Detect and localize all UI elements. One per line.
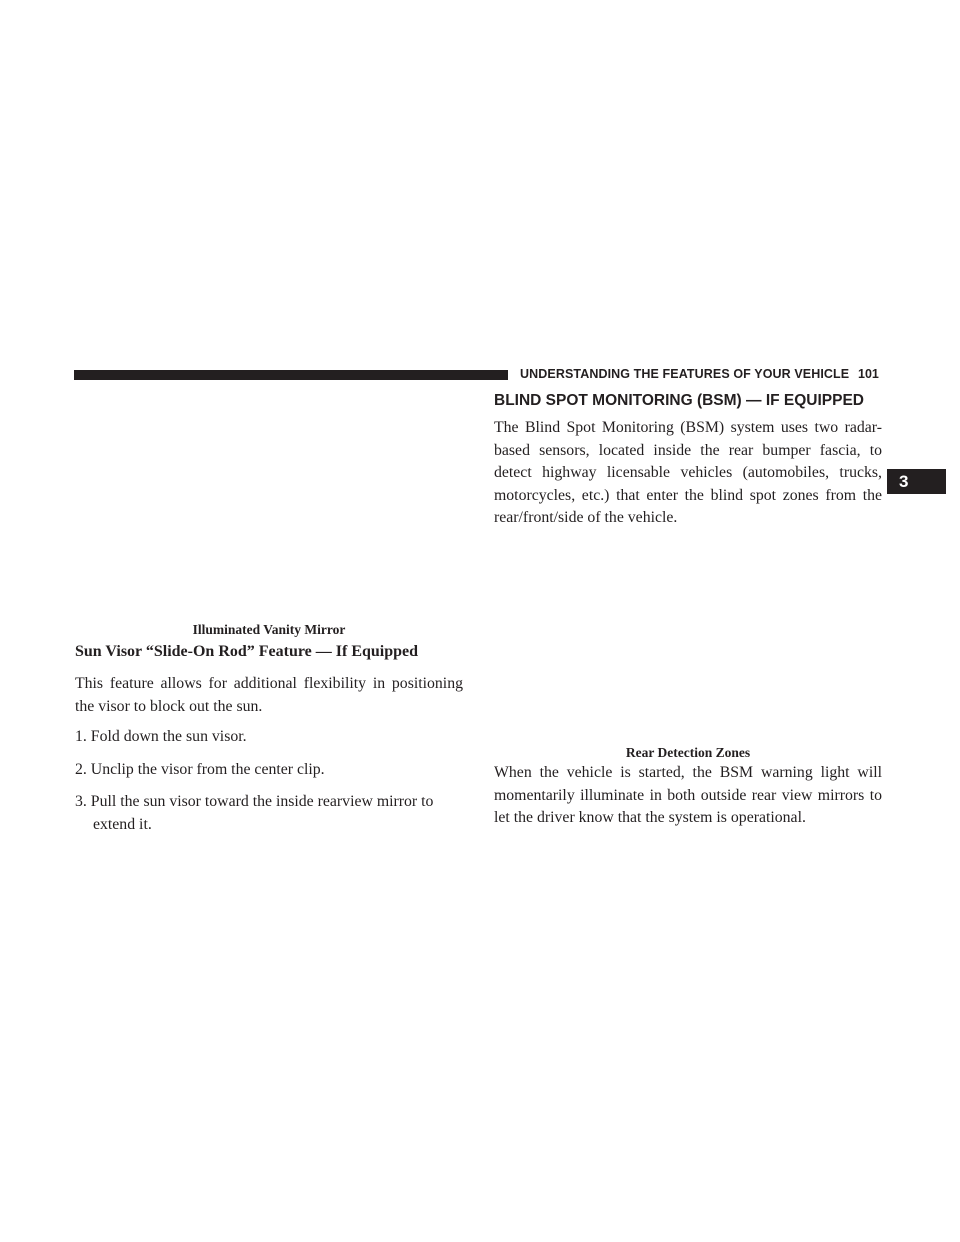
list-item: 3. Pull the sun visor toward the inside rearview mirror to extend it.	[75, 793, 434, 833]
figure-caption-rear-detection-zones: Rear Detection Zones	[625, 745, 751, 760]
running-header-title: UNDERSTANDING THE FEATURES OF YOUR VEHICLE	[520, 367, 850, 381]
steps-list	[75, 726, 463, 836]
chapter-tab: 3	[887, 469, 946, 494]
right-column-after-figure	[494, 762, 882, 838]
page-number: 101	[858, 367, 879, 381]
figure-caption-vanity-mirror: Illuminated Vanity Mirror	[192, 622, 346, 637]
body-paragraph: When the vehicle is started, the BSM warning light will momentarily illuminate in both outside rear view mirrors to let the driver know that the system is operational.	[494, 764, 882, 826]
header-rule	[74, 370, 508, 380]
list-item: 2. Unclip the visor from the center clip.	[75, 760, 325, 778]
list-item: 1. Fold down the sun visor.	[75, 728, 247, 745]
left-column	[75, 643, 463, 846]
body-paragraph: This feature allows for additional flexibility in positioning the visor to block out the sun.	[75, 675, 463, 715]
right-column-intro	[494, 417, 882, 538]
section-heading-bsm: BLIND SPOT MONITORING (BSM) — IF EQUIPPED	[494, 392, 865, 409]
body-paragraph: The Blind Spot Monitoring (BSM) system uses two radar-based sensors, located inside the rear bumper fascia, to detect highway licensable vehicles (automobiles, trucks, motorcycles, etc.) that enter the blind spot zones from the rear/front/side of the vehicle.	[494, 419, 882, 526]
section-heading-sun-visor: Sun Visor “Slide-On Rod” Feature — If Equipped	[75, 643, 419, 660]
